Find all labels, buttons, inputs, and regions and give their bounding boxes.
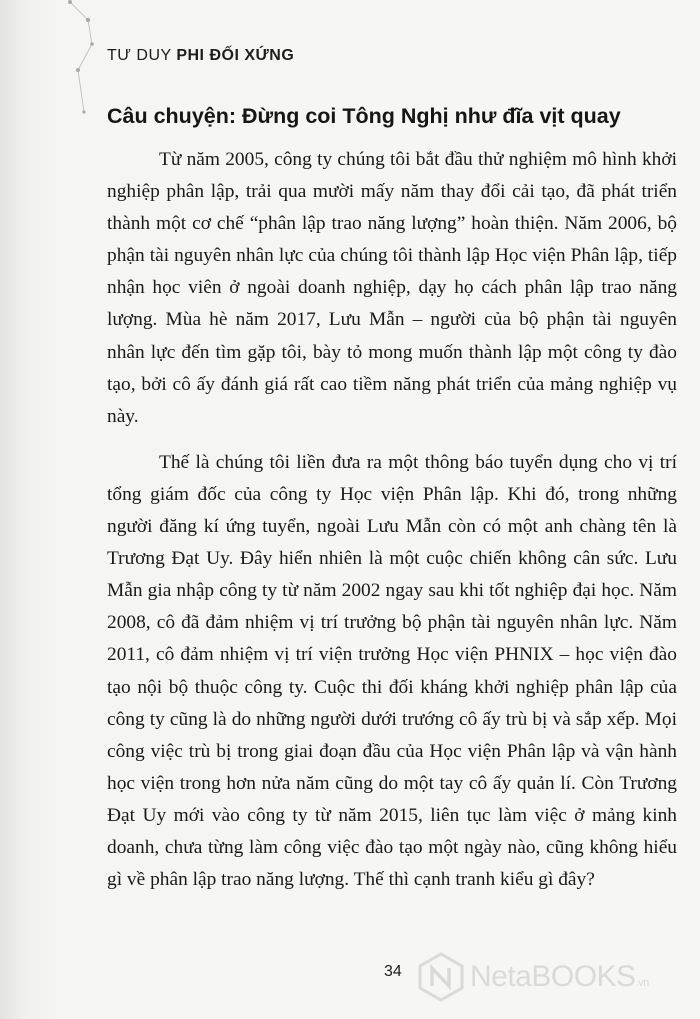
netabooks-logo-icon xyxy=(418,952,464,1002)
section-title: Câu chuyện: Đừng coi Tông Nghị như đĩa vịt quay xyxy=(107,104,621,128)
paragraph-2: Thế là chúng tôi liền đưa ra một thông báo tuyển dụng cho vị trí tổng giám đốc của công ty Học viện Phân lập. Khi đó, trong những người đăng kí ứng tuyển, ngoài Lưu Mẫn còn có một anh chàng tên là Trương Đạt Uy. Đây hiển nhiên là một cuộc chiến không cân sức. Lưu Mẫn gia nhập công ty từ năm 2002 ngay sau khi tốt nghiệp đại học. Năm 2008, cô đã đảm nhiệm vị trí trưởng bộ phận tài nguyên nhân lực. Năm 2011, cô đảm nhiệm vị trí viện trưởng Học viện PHNIX – học viện đào tạo nội bộ thuộc công ty. Cuộc thi đối kháng khởi nghiệp phân lập của công ty cũng là do những người dưới trướng cô ấy trù bị và sắp xếp. Mọi công việc trù bị trong giai đoạn đầu của Học viện Phân lập và vận hành học viện trong hơn nửa năm cũng do một tay cô ấy quản lí. Còn Trương Đạt Uy mới vào công ty từ năm 2015, liên tục làm việc ở mảng kinh doanh, chưa từng làm công việc đào tạo một ngày nào, cũng không hiểu gì về phân lập trao năng lượng. Thế thì cạnh tranh kiểu gì đây? xyxy=(107,451,677,891)
header-book-title: PHI ĐỐI XỨNG xyxy=(176,47,295,64)
page-number: 34 xyxy=(384,963,402,980)
watermark-brand: NetaBOOKS xyxy=(470,960,636,993)
netabooks-watermark xyxy=(418,952,649,1002)
paragraph-1: Từ năm 2005, công ty chúng tôi bắt đầu thử nghiệm mô hình khởi nghiệp phân lập, trải qua mười mấy năm thay đổi cải tạo, đã phát triển thành một cơ chế “phân lập trao năng lượng” hoàn thiện. Năm 2006, bộ phận tài nguyên nhân lực của chúng tôi thành lập Học viện Phân lập, tiếp nhận học viên ở ngoài doanh nghiệp, dạy họ cách phân lập trao năng lượng. Mùa hè năm 2017, Lưu Mẫn – người của bộ phận tài nguyên nhân lực đến tìm gặp tôi, bày tỏ mong muốn thành lập một công ty đào tạo, bởi cô ấy đánh giá rất cao tiềm năng phát triển của mảng nghiệp vụ này. xyxy=(107,149,677,427)
running-header xyxy=(107,47,294,65)
body-text xyxy=(107,144,677,896)
header-prefix: TƯ DUY xyxy=(107,47,177,64)
watermark-suffix: .vn xyxy=(635,977,649,989)
watermark-text xyxy=(470,960,649,994)
